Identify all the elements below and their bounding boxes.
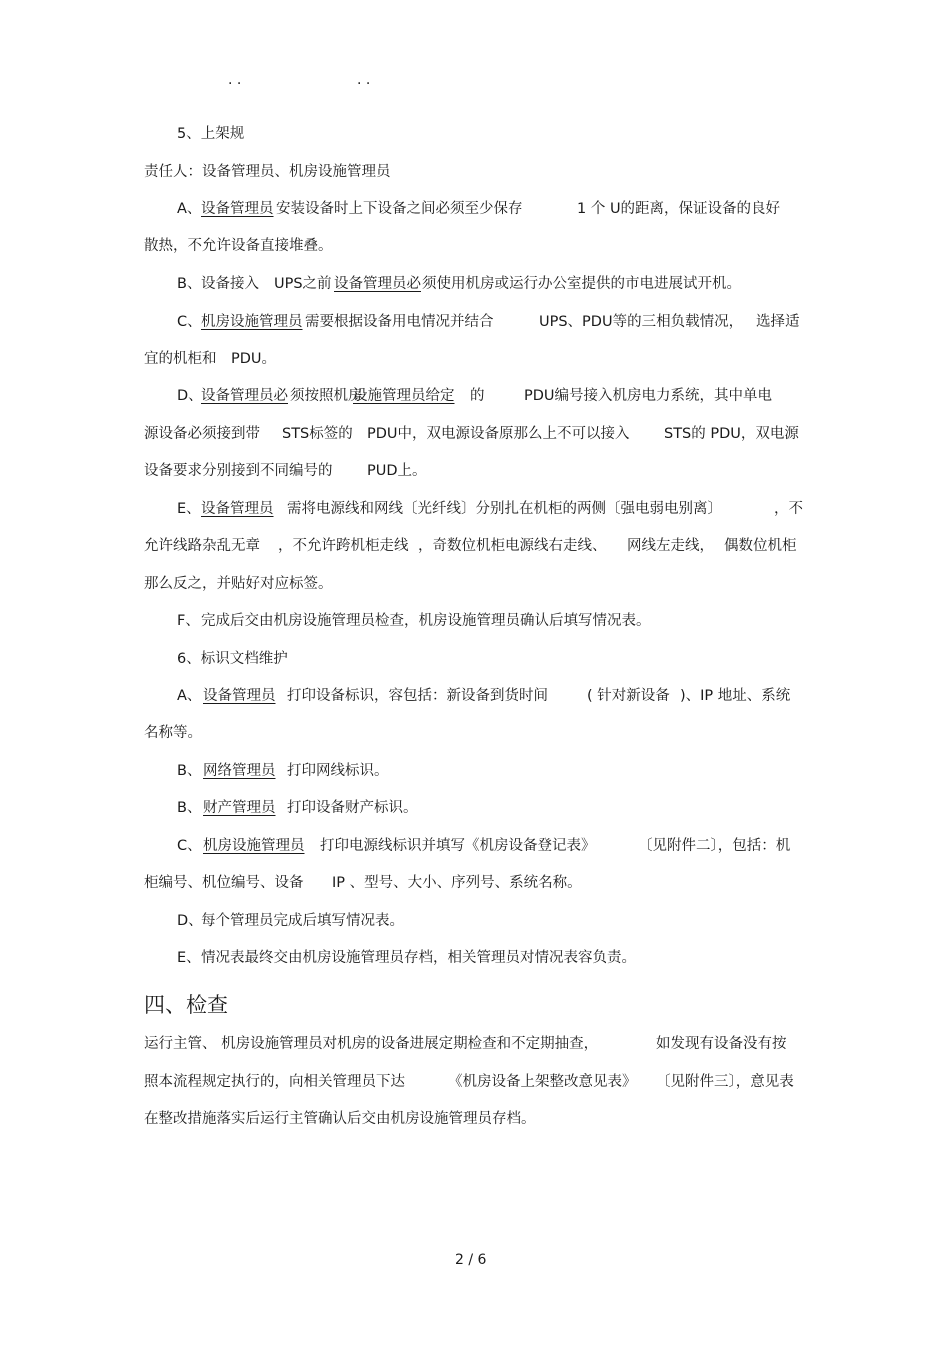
item-d-text1: 须按照机房: [290, 388, 363, 404]
item-6a-text1: 打印设备标识，容包括：新设备到货时间: [287, 688, 548, 704]
item-e-text1: 需将电源线和网线〔光纤线〕分别扎在机柜的两侧〔强电弱电别离〕: [287, 501, 722, 517]
role-device-admin: 设备管理员: [201, 201, 274, 217]
item-d-line2-b: STS标签的: [282, 426, 353, 442]
item-6c-label: C、: [177, 838, 202, 854]
item-c-text2: UPS、PDU等的三相负载情况，: [539, 314, 744, 330]
item-6e-text: 情况表最终交由机房设施管理员存档，相关管理员对情况表容负责。: [201, 950, 636, 966]
item-e-line2-d: 网线左走线，: [627, 538, 714, 554]
section5-title: 5、上架规: [177, 126, 245, 142]
check-line2-b: 《机房设备上架整改意见表》: [448, 1074, 637, 1090]
item-6c-line2-a: 柜编号、机位编号、设备: [144, 875, 304, 891]
item-a-label: A、: [177, 201, 202, 217]
item-d-line2-c: PDU中，双电源设备原那么上不可以接入: [367, 426, 630, 442]
item-d-text3: PDU编号接入机房电力系统，其中单电: [524, 388, 773, 404]
item-c-text1: 需要根据设备用电情况并结合: [305, 314, 494, 330]
item-a-text1: 安装设备时上下设备之间必须至少保存: [276, 201, 523, 217]
item-d-line3-a: 设备要求分别接到不同编号的: [144, 463, 333, 479]
item-e-label: E、: [177, 501, 201, 517]
item-6b1-text: 打印网线标识。: [287, 763, 389, 779]
header-dots-right: . .: [357, 72, 371, 88]
role-device-admin: 设备管理员: [203, 688, 276, 704]
item-6a-text2: ( 针对新设备: [587, 688, 670, 704]
role-facility-admin: 机房设施管理员: [201, 314, 303, 330]
item-c-line2-b: PDU。: [231, 351, 277, 367]
check-line1-b: 如发现有设备没有按: [656, 1036, 787, 1052]
item-6c-line2-b: IP 、型号、大小、序列号、系统名称。: [332, 875, 582, 891]
item-6c-text2: 〔见附件二〕，包括：机: [638, 838, 791, 854]
item-d-line3-b: PUD上。: [367, 463, 427, 479]
role-facility-admin: 机房设施管理员: [203, 838, 305, 854]
item-d-line2-d: STS的 PDU，双电源: [664, 426, 799, 442]
item-f-label: F、: [177, 613, 200, 629]
section-heading-check: 四、检查: [144, 993, 228, 1017]
item-b-text2: UPS之前: [274, 276, 332, 292]
header-dots-left: . .: [228, 72, 242, 88]
role-device-admin: 设备管理员: [201, 501, 274, 517]
item-b-text3: 须使用机房或运行办公室提供的市电进展试开机。: [422, 276, 741, 292]
check-line3: 在整改措施落实后运行主管确认后交由机房设施管理员存档。: [144, 1111, 536, 1127]
item-a-text2: 1 个 U的距离，保证设备的良好: [577, 201, 781, 217]
item-e-line2-c: ，奇数位机柜电源线右走线、: [418, 538, 607, 554]
item-6a-line2: 名称等。: [144, 725, 202, 741]
item-e-line2-e: 偶数位机柜: [724, 538, 797, 554]
check-line1-a: 运行主管、 机房设施管理员对机房的设备进展定期检查和不定期抽查，: [144, 1036, 599, 1052]
item-e-line2-a: 允许线路杂乱无章: [144, 538, 260, 554]
item-e-line3: 那么反之，并贴好对应标签。: [144, 576, 333, 592]
item-d-label: D、: [177, 388, 203, 404]
item-6d-text: 每个管理员完成后填写情况表。: [201, 913, 404, 929]
item-d-text2: 的: [470, 388, 485, 404]
item-6b2-text: 打印设备财产标识。: [287, 800, 418, 816]
check-line2-c: 〔见附件三〕，意见表: [656, 1074, 794, 1090]
role-device-admin: 设备管理员必: [334, 276, 421, 292]
item-a-line2: 散热，不允许设备直接堆叠。: [144, 238, 333, 254]
item-6c-text1: 打印电源线标识并填写《机房设备登记表》: [320, 838, 596, 854]
item-6d-label: D、: [177, 913, 203, 929]
item-6b1-label: B、: [177, 763, 202, 779]
item-e-text2: ，不: [774, 501, 803, 517]
page-number: 2 / 6: [455, 1252, 487, 1268]
item-d-line2-a: 源设备必须接到带: [144, 426, 260, 442]
role-facility-admin: 设施管理员给定: [353, 388, 455, 404]
item-6a-text3: )、IP 地址、系统: [680, 688, 791, 704]
item-c-label: C、: [177, 314, 202, 330]
item-f-text: 完成后交由机房设施管理员检查，机房设施管理员确认后填写情况表。: [201, 613, 651, 629]
item-6e-label: E、: [177, 950, 201, 966]
role-asset-admin: 财产管理员: [203, 800, 276, 816]
item-6a-label: A、: [177, 688, 202, 704]
item-6b2-label: B、: [177, 800, 202, 816]
item-c-text3: 选择适: [756, 314, 800, 330]
item-b-label: B、: [177, 276, 202, 292]
check-line2-a: 照本流程规定执行的，向相关管理员下达: [144, 1074, 405, 1090]
role-network-admin: 网络管理员: [203, 763, 276, 779]
item-e-line2-b: ，不允许跨机柜走线: [278, 538, 409, 554]
item-c-line2-a: 宜的机柜和: [144, 351, 217, 367]
section5-responsible: 责任人：设备管理员、机房设施管理员: [144, 164, 391, 180]
role-device-admin: 设备管理员必: [201, 388, 288, 404]
item-b-text1: 设备接入: [201, 276, 259, 292]
section6-title: 6、标识文档维护: [177, 651, 288, 667]
